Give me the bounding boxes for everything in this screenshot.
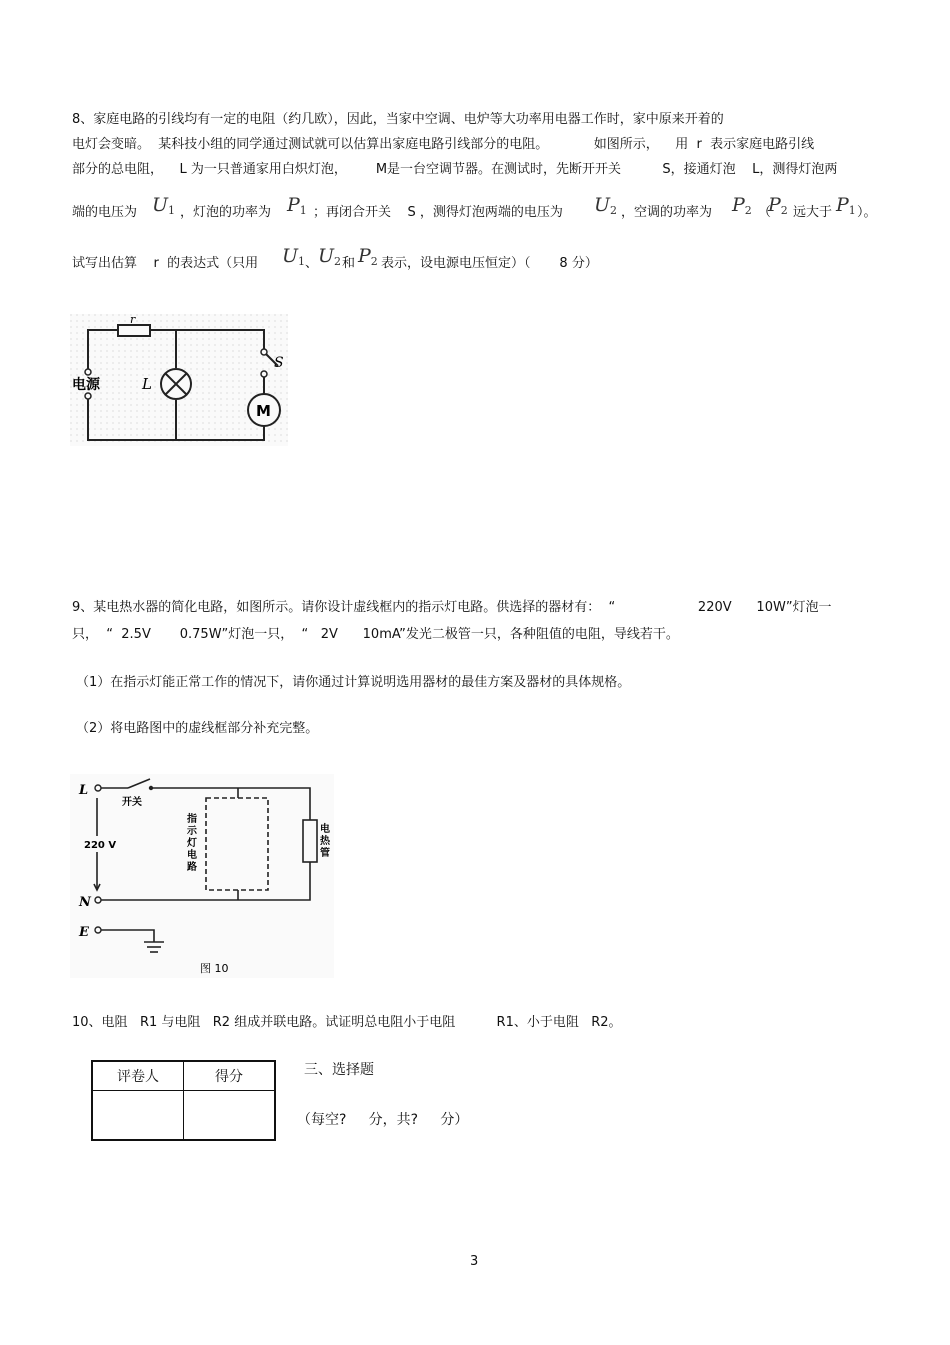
page-number: 3 [470,1254,479,1269]
svg-text:管: 管 [320,848,330,859]
resistor-r [118,325,150,336]
label-L-terminal: L [79,783,89,798]
label-power-source: 电源 [72,377,100,393]
symbol-P2: $P_2$ [732,194,752,217]
symbol-U2c: $U_2$ [318,245,342,268]
q8-line1: 8、家庭电路的引线均有一定的电阻（约几欧），因此，当家中空调、电炉等大功率用电器工作时，家中原来开着的 [72,112,724,127]
symbol-P2c: $P_2$ [358,245,378,268]
symbol-U2: $U_2$ [594,194,618,217]
q8-line2: 电灯会变暗。 某科技小组的同学通过测试就可以估算出家庭电路引线部分的电阻。 如图所示， 用 r 表示家庭电路引线 [72,137,815,152]
label-indicator-circuit [186,812,198,873]
svg-text:电: 电 [187,850,197,861]
q8-line3: 部分的总电阻， L 为一只普通家用白炽灯泡， M是一台空调节器。在测试时，先断开开关 S，接通灯泡 L，测得灯泡两 [72,162,838,177]
q9-circuit-figure [70,774,334,978]
grader-cell[interactable] [92,1091,184,1141]
section3-title: 三、选择题 [304,1062,374,1078]
heater-tube [303,820,317,862]
svg-text:示: 示 [187,826,197,837]
q9-sub1: （1）在指示灯能正常工作的情况下，请你通过计算说明选用器材的最佳方案及器材的具体规格。 [76,675,631,690]
label-heater [320,822,331,859]
svg-text:路: 路 [187,862,197,873]
symbol-U1: $U_1$ [152,194,176,217]
label-E-terminal: E [79,925,89,940]
figure-caption: 图 10 [200,962,229,975]
symbol-P1: $P_1$ [287,194,307,217]
label-M: M [256,402,271,420]
grader-header: 评卷人 [92,1061,184,1091]
symbol-P1b: $P_1$ [836,194,856,217]
label-switch: 开关 [122,797,142,808]
q9-sub2: （2）将电路图中的虚线框部分补充完整。 [76,721,319,736]
label-r: r [130,314,136,326]
section3-note: （每空? 分，共? 分） [297,1112,469,1128]
q8-circuit-figure [70,314,288,446]
q9-line1: 9、某电热水器的简化电路，如图所示。请你设计虚线框内的指示灯电路。供选择的器材有： “ 220V 10W”灯泡一 [72,600,832,615]
svg-text:电: 电 [320,824,330,835]
q10-text: 10、电阻 R1 与电阻 R2 组成并联电路。试证明总电阻小于电阻 R1、小于电阻 R2。 [72,1015,622,1030]
svg-text:灯: 灯 [187,838,197,849]
label-voltage: 220 V [84,840,117,851]
symbol-U1c: $U_1$ [282,245,306,268]
label-S: S [274,355,284,371]
label-L: L [142,375,152,393]
indicator-dashed-box [206,798,268,890]
svg-text:指: 指 [187,814,197,825]
label-N-terminal: N [79,895,91,910]
q9-line2: 只， “ 2.5V 0.75W”灯泡一只， “ 2V 10mA”发光二极管一只，各种阻值的电阻，导线若干。 [72,627,679,642]
score-header: 得分 [184,1061,276,1091]
score-cell[interactable] [184,1091,276,1141]
symbol-P2b: $P_2$ [768,194,788,217]
svg-text:热: 热 [320,836,330,847]
grading-table [91,1060,276,1141]
